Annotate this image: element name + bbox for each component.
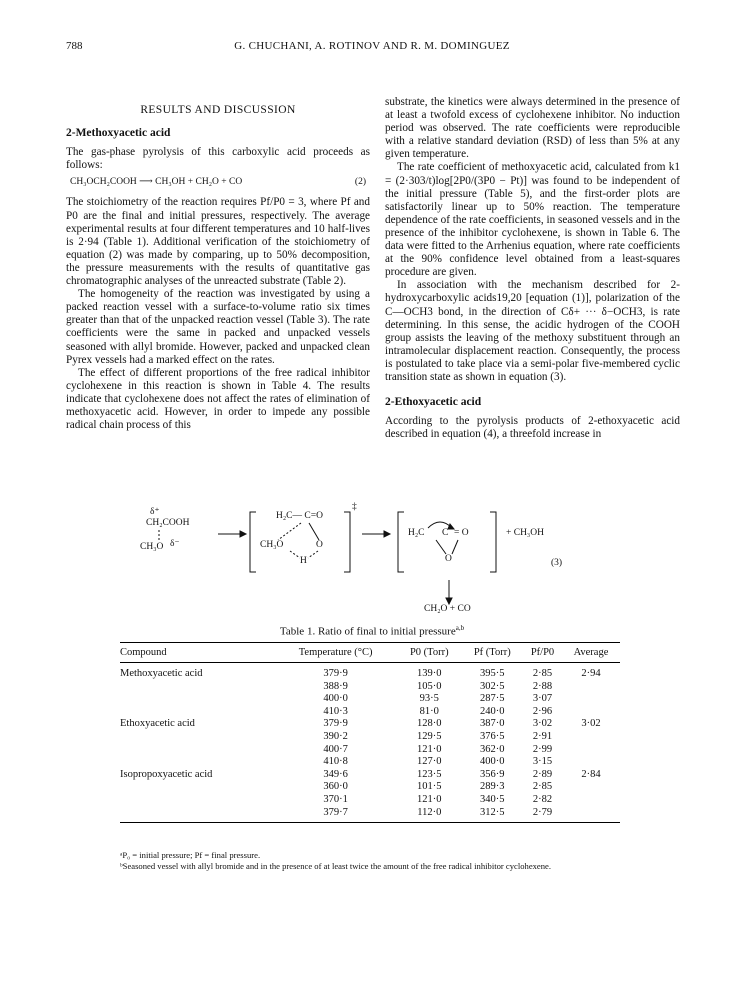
table-cell bbox=[120, 807, 274, 823]
table-row bbox=[120, 681, 620, 694]
table-cell: 128·0 bbox=[417, 718, 442, 730]
table-cell: 3·15 bbox=[532, 756, 553, 768]
table-cell bbox=[562, 781, 620, 794]
table-cell: 302·5 bbox=[480, 680, 505, 692]
col-compound: Compound bbox=[120, 643, 274, 663]
table-cell bbox=[120, 706, 274, 719]
table-cell: 2·99 bbox=[532, 743, 553, 755]
table-cell: 400·0 bbox=[480, 756, 505, 768]
table-header-row bbox=[120, 643, 620, 663]
paragraph: The homogeneity of the reaction was investigated by using a packed reaction vessel with a surface-to-volume ratio six times greater than that of the unpacked reaction vessel (Table 3). The rate coefficients were the same in packed and unpacked vessels seasoned with allyl bromide. However, packed and unpacked clean Pyrex vessels had a marked effect on the rates. bbox=[66, 288, 370, 366]
table-cell: 379·9 bbox=[323, 718, 348, 730]
table-cell: 400·0 bbox=[323, 693, 348, 705]
table-cell: 2·89 bbox=[532, 768, 553, 780]
table-cell: 370·1 bbox=[323, 793, 348, 805]
table-cell: 312·5 bbox=[462, 807, 524, 823]
col-temperature: Temperature (°C) bbox=[274, 643, 397, 663]
reactant-bottom: CH₃O bbox=[140, 542, 164, 552]
paragraph: The gas-phase pyrolysis of this carboxylic acid proceeds as follows: bbox=[66, 146, 370, 172]
col-ratio: Pf/P0 bbox=[523, 643, 562, 663]
ts-o: O bbox=[316, 540, 323, 550]
table-cell: 388·9 bbox=[323, 680, 348, 692]
table-cell: 3·07 bbox=[532, 693, 553, 705]
table-cell: 2·96 bbox=[532, 705, 553, 717]
table-cell: 101·5 bbox=[417, 781, 442, 793]
paragraph: substrate, the kinetics were always determined in the presence of at least a twofold excess of cyclohexene inhibitor. No induction period was observed. The rate coefficients were reproducible with a relative standard deviation (RSD) of less than 5% at any given temperature. bbox=[385, 96, 680, 161]
table-row bbox=[120, 706, 620, 719]
ts-top: H₂C— C=O bbox=[276, 511, 323, 521]
table-cell bbox=[120, 794, 274, 807]
int-o-bottom: O bbox=[445, 554, 452, 564]
table-cell bbox=[120, 731, 274, 744]
table-cell: 340·5 bbox=[480, 793, 505, 805]
table-cell: 121·0 bbox=[417, 743, 442, 755]
table-cell: 362·0 bbox=[480, 743, 505, 755]
table-row bbox=[120, 663, 620, 681]
table-cell bbox=[562, 706, 620, 719]
table-cell: 410·3 bbox=[323, 705, 348, 717]
table-row bbox=[120, 718, 620, 731]
table-1 bbox=[120, 642, 620, 823]
table-cell: 129·5 bbox=[417, 730, 442, 742]
table-cell bbox=[562, 731, 620, 744]
table-cell: 81·0 bbox=[419, 705, 439, 717]
table-cell: 139·0 bbox=[417, 668, 442, 679]
section-heading: RESULTS AND DISCUSSION bbox=[140, 104, 296, 116]
table-cell bbox=[120, 781, 274, 794]
paragraph: The stoichiometry of the reaction requires Pf/P0 = 3, where Pf and P0 are the final and initial pressures, respectively. The average experimental results at four different temperatures and 10 half-lives is 2·94 (Table 1). Additional verification of the stoichiometry of equation (2) was made by comparing, up to 50% decomposition, the pressure measurements with the results of quantitative gas chromatographic analyses of the unreacted substrate (Table 2). bbox=[66, 196, 370, 288]
equation-2 bbox=[70, 176, 370, 189]
paragraph: The rate coefficient of methoxyacetic acid, calculated from k1 = (2·303/t)log[2P0/(3P0 − Pt)] was found to be independent of the initial pressure (Table 5), and the first-order plots are satisfactorily linear up to 50% reaction. The temperature dependence of the rate coefficients, in seasoned vessels and in the presence of the inhibitor cyclohexene, is shown in Table 6. The data were fitted to the Arrhenius equation, where rate coefficients at the 90% confidence level obtained from a least-squares procedure are given. bbox=[385, 161, 680, 279]
table-cell: 2·82 bbox=[532, 793, 553, 805]
table-body bbox=[120, 663, 620, 823]
subheading-methoxyacetic: 2-Methoxyacetic acid bbox=[66, 127, 171, 140]
table-cell bbox=[120, 744, 274, 757]
table-cell: Ethoxyacetic acid bbox=[120, 718, 195, 730]
table-cell bbox=[562, 794, 620, 807]
table-cell bbox=[562, 756, 620, 769]
table-cell: 410·8 bbox=[323, 756, 348, 768]
table-cell bbox=[562, 681, 620, 694]
col-average: Average bbox=[562, 643, 620, 663]
table-row bbox=[120, 769, 620, 782]
table-cell: 240·0 bbox=[480, 705, 505, 717]
table-cell: 356·9 bbox=[480, 768, 505, 780]
table-cell: 379·9 bbox=[323, 668, 348, 679]
table-cell: 390·2 bbox=[323, 730, 348, 742]
delta-minus: δ⁻ bbox=[170, 539, 180, 549]
table-cell: 2·79 bbox=[523, 807, 562, 823]
table-row bbox=[120, 693, 620, 706]
table-cell: 287·5 bbox=[480, 693, 505, 705]
reactant-top: CH₂COOH bbox=[146, 518, 190, 528]
table-cell: 400·7 bbox=[323, 743, 348, 755]
footnote-a: ᵃP₀ = initial pressure; Pf = final pressure. bbox=[120, 850, 261, 860]
footnote-b: ᵇSeasoned vessel with allyl bromide and in the presence of at least twice the amount of the free radical inhibitor cyclohexene. bbox=[120, 860, 552, 871]
table-cell bbox=[120, 756, 274, 769]
table-cell: 123·5 bbox=[417, 768, 442, 780]
table-cell: Isopropoxyacetic acid bbox=[120, 768, 213, 780]
running-title: G. CHUCHANI, A. ROTINOV AND R. M. DOMINGUEZ bbox=[234, 40, 510, 52]
table-cell: 387·0 bbox=[480, 718, 505, 730]
left-column bbox=[66, 96, 370, 432]
table-cell: 2·91 bbox=[532, 730, 553, 742]
table-cell: 360·0 bbox=[323, 781, 348, 793]
table-cell: Methoxyacetic acid bbox=[120, 668, 203, 679]
table-cell bbox=[562, 693, 620, 706]
table-cell: 112·0 bbox=[397, 807, 461, 823]
table-cell: 376·5 bbox=[480, 730, 505, 742]
ts-double-dagger: ‡ bbox=[352, 502, 357, 512]
table-cell bbox=[120, 693, 274, 706]
table-cell bbox=[562, 744, 620, 757]
table-cell: 3·02 bbox=[532, 718, 553, 730]
byproduct: + CH₃OH bbox=[506, 528, 544, 538]
table-row bbox=[120, 781, 620, 794]
col-p0: P0 (Torr) bbox=[397, 643, 461, 663]
table-cell: 2·94 bbox=[581, 668, 601, 679]
table-cell: 2·85 bbox=[532, 781, 553, 793]
paragraph: In association with the mechanism described for 2-hydroxycarboxylic acids19,20 [equation (1)], polarization of the C—OCH3 bond, in the direction of Cδ+ ··· δ−OCH3, is rate determining. In this sense, the acidic hydrogen of the COOH group assists the leaving of the methoxy substituent through an intramolecular displacement reaction. Consequently, the process is postulated to take place via a semi-polar five-membered cyclic transition state as shown in equation (3). bbox=[385, 279, 680, 383]
int-left: H₂C bbox=[408, 528, 425, 538]
table-row bbox=[120, 744, 620, 757]
table-cell: 395·5 bbox=[480, 668, 505, 679]
final-products: CH₂O + CO bbox=[424, 604, 471, 614]
int-o-right: = O bbox=[454, 528, 469, 538]
delta-plus: δ⁺ bbox=[150, 507, 160, 517]
paragraph: According to the pyrolysis products of 2-ethoxyacetic acid described in equation (4), a threefold increase in bbox=[385, 415, 680, 441]
table-cell bbox=[120, 681, 274, 694]
table-row bbox=[120, 756, 620, 769]
table-row bbox=[120, 731, 620, 744]
table-cell: 127·0 bbox=[417, 756, 442, 768]
table-cell: 105·0 bbox=[417, 680, 442, 692]
paragraph: The effect of different proportions of the free radical inhibitor cyclohexene in this reaction is shown in Table 4. The results indicate that cyclohexene does not affect the rates of elimination of methoxyacetic acid. However, in order to impede any possible radical chain process of this bbox=[66, 366, 370, 432]
subheading-ethoxyacetic: 2-Ethoxyacetic acid bbox=[385, 396, 482, 409]
page-number: 788 bbox=[66, 40, 83, 52]
table-cell bbox=[562, 807, 620, 823]
ts-left: CH₃O bbox=[260, 540, 284, 550]
table-cell: 2·85 bbox=[532, 668, 553, 679]
table-cell: 349·6 bbox=[323, 768, 348, 780]
ts-h: H bbox=[300, 556, 307, 566]
equation-2-text: CH₃OCH₂COOH ⟶ CH₃OH + CH₂O + CO bbox=[70, 177, 243, 188]
table-row bbox=[120, 807, 620, 823]
col-pf: Pf (Torr) bbox=[462, 643, 524, 663]
table-caption: Table 1. Ratio of final to initial pressure$^{a,b}$ bbox=[279, 624, 465, 638]
table-row bbox=[120, 794, 620, 807]
reaction-scheme bbox=[140, 502, 610, 616]
table-cell: 3·02 bbox=[581, 718, 601, 730]
int-c: C bbox=[442, 528, 449, 538]
table-cell: 2·88 bbox=[532, 680, 553, 692]
table-cell: 289·3 bbox=[480, 781, 505, 793]
table-cell: 121·0 bbox=[417, 793, 442, 805]
table-cell: 379·7 bbox=[274, 807, 397, 823]
equation-2-label: (2) bbox=[354, 177, 366, 188]
table-cell: 2·84 bbox=[581, 768, 601, 780]
table-cell: 93·5 bbox=[419, 693, 439, 705]
right-column bbox=[385, 96, 680, 441]
equation-3-label: (3) bbox=[551, 558, 563, 568]
table-footnotes bbox=[120, 850, 620, 871]
